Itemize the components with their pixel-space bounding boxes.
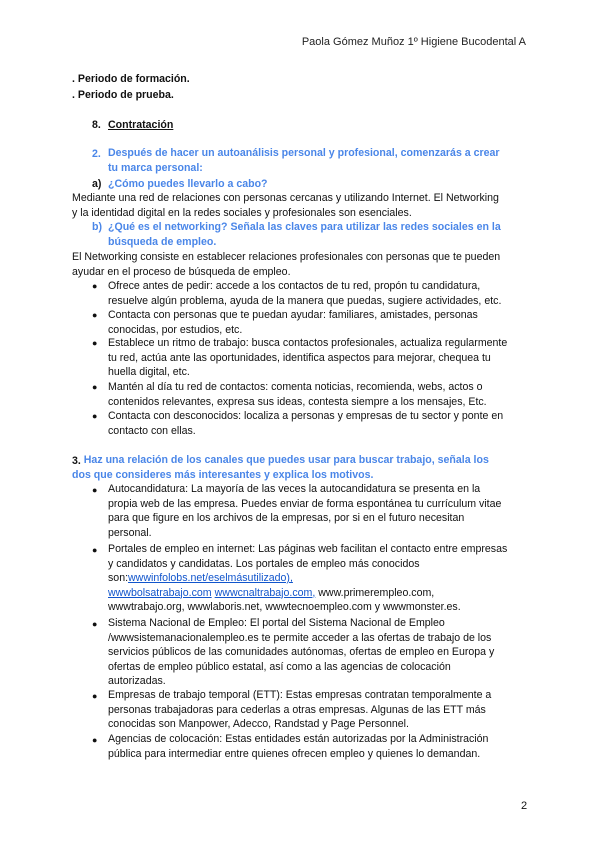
- bullet-line: y candidatos y candidatas. Los portales de empleo más conocidos: [108, 557, 420, 570]
- question-a-letter: a): [92, 178, 102, 190]
- networking-bullet-4: [108, 380, 487, 409]
- bullet-line: pública para intermediar entre quienes ofrecen empleo y quienes lo demandan.: [108, 747, 481, 760]
- bullet-line: contenidos relevantes, expresa sus ideas, contesta siempre a los mensajes, Etc.: [108, 395, 487, 408]
- bullet-line: Mantén al día tu red de contactos: comenta noticias, recomienda, webs, actos o: [108, 381, 483, 393]
- section-8-number: 8.: [92, 119, 101, 131]
- intro-item-1: . Periodo de formación.: [72, 73, 190, 85]
- bullet-dot: ●: [92, 338, 98, 348]
- bullet-line: wwwtrabajo.org, wwwlaboris.net, wwwtecnoempleo.com y wwwmonster.es.: [108, 601, 461, 614]
- channel-portales: [108, 542, 507, 615]
- question-3-line-text: Haz una relación de los canales que puedes usar para buscar trabajo, señala los: [83, 454, 489, 466]
- page-number: 2: [521, 800, 528, 812]
- bullet-line: Contacta con personas que te puedan ayudar: familiares, amistades, personas: [108, 309, 478, 321]
- question-a-text: ¿Cómo puedes llevarlo a cabo?: [108, 178, 268, 190]
- bullet-dot: ●: [92, 310, 98, 320]
- answer-a-line: y la identidad digital en la redes sociales y profesionales son esenciales.: [72, 206, 412, 219]
- bullet-line: [108, 571, 507, 586]
- portales-rest: www.primerempleo.com,: [315, 586, 435, 599]
- question-3-number: 3.: [72, 455, 81, 467]
- question-2-number: 2.: [92, 148, 101, 160]
- question-b-letter: b): [92, 221, 102, 233]
- bullet-line: servicios públicos de las comunidades autónomas, ofertas de empleo en Europa y: [108, 646, 495, 659]
- bullet-line: autorizadas.: [108, 675, 166, 688]
- question-3-line: [72, 453, 489, 468]
- answer-b-line: El Networking consiste en establecer relaciones profesionales con personas que te pueden: [72, 251, 501, 263]
- bullet-line: personas trabajadoras para cederlas a otras empresas. Algunas de las ETT más: [108, 703, 486, 716]
- portales-prefix: son:: [108, 572, 129, 585]
- bullet-line: contacto con ellas.: [108, 424, 196, 437]
- bullet-line: huella digital, etc.: [108, 366, 190, 379]
- channel-sistema-nacional: [108, 616, 494, 689]
- bullet-line: conocidas, por estudios, etc.: [108, 323, 243, 336]
- channel-ett: [108, 688, 491, 732]
- bullet-line: propia web de las empresa. Puedes enviar de forma espontánea tu currículum vitae: [108, 497, 502, 510]
- bullet-dot: ●: [92, 735, 98, 745]
- networking-bullet-1: [108, 279, 501, 308]
- bullet-line: personal.: [108, 526, 152, 539]
- bullet-line: Autocandidatura: La mayoría de las veces la autocandidatura se presenta en la: [108, 483, 481, 495]
- question-3-line: dos que consideres más interesantes y explica los motivos.: [72, 468, 374, 481]
- networking-bullet-3: [108, 336, 507, 380]
- portal-link-cnaltrabajo[interactable]: wwwcnaltrabajo.com,: [214, 586, 316, 599]
- question-b-line: búsqueda de empleo.: [108, 235, 217, 248]
- question-2-line: Después de hacer un autoanálisis personal y profesional, comenzarás a crear: [108, 147, 500, 159]
- bullet-line: [108, 586, 507, 601]
- section-8-title: Contratación: [108, 119, 174, 131]
- bullet-dot: ●: [92, 485, 98, 495]
- portal-link-infojobs[interactable]: wwwinfolobs.net/eselmásutilizado),: [128, 572, 293, 585]
- question-b-text: [108, 220, 501, 249]
- bullet-dot: ●: [92, 619, 98, 629]
- question-2-text: [108, 146, 500, 175]
- bullet-line: ofertas de empleo público estatal, así como a las agencias de colocación: [108, 660, 451, 673]
- question-b-line: ¿Qué es el networking? Señala las claves para utilizar las redes sociales en la: [108, 221, 501, 233]
- question-3-text: [72, 453, 489, 482]
- bullet-line: resuelve algún problema, ayuda de la manera que puedas, sugiere actividades, etc.: [108, 294, 502, 307]
- answer-a-line: Mediante una red de relaciones con personas cercanas y utilizando Internet. El Networking: [72, 192, 499, 204]
- bullet-line: /wwwsistemanacionalempleo.es te permite acceder a las ofertas de trabajo de los: [108, 631, 492, 644]
- bullet-dot: ●: [92, 411, 98, 421]
- bullet-line: Contacta con desconocidos: localiza a personas y empresas de tu sector y ponte en: [108, 410, 504, 422]
- bullet-line: para que figure en los archivos de la empresas, por si en el futuro necesitan: [108, 512, 465, 525]
- question-2-line: tu marca personal:: [108, 161, 203, 174]
- answer-a: [72, 191, 499, 220]
- channel-agencias: [108, 732, 488, 761]
- bullet-line: conocidas son Manpower, Adecco, Randstad y Page Personnel.: [108, 718, 409, 731]
- bullet-line: tu red, actúa ante las oportunidades, identifica aspectos para mejorar, chequea tu: [108, 351, 491, 364]
- bullet-dot: ●: [92, 281, 98, 291]
- bullet-line: Establece un ritmo de trabajo: busca contactos profesionales, actualiza regularmente: [108, 337, 508, 349]
- channel-autocandidatura: [108, 482, 501, 540]
- bullet-line: Agencias de colocación: Estas entidades están autorizadas por la Administración: [108, 733, 489, 745]
- bullet-dot: ●: [92, 545, 98, 555]
- bullet-line: Empresas de trabajo temporal (ETT): Estas empresas contratan temporalmente a: [108, 689, 492, 701]
- bullet-dot: ●: [92, 382, 98, 392]
- bullet-line: Portales de empleo en internet: Las páginas web facilitan el contacto entre empresas: [108, 543, 508, 555]
- page-header-author: Paola Gómez Muñoz 1º Higiene Bucodental A: [301, 36, 526, 48]
- portal-link-bolsatrabajo[interactable]: wwwbolsatrabajo.com: [108, 586, 212, 599]
- answer-b: [72, 250, 500, 279]
- networking-bullet-2: [108, 308, 478, 337]
- answer-b-line: ayudar en el proceso de búsqueda de empleo.: [72, 265, 291, 278]
- bullet-line: Sistema Nacional de Empleo: El portal del Sistema Nacional de Empleo: [108, 617, 445, 629]
- bullet-dot: ●: [92, 691, 98, 701]
- networking-bullet-5: [108, 409, 503, 438]
- bullet-line: Ofrece antes de pedir: accede a los contactos de tu red, propón tu candidatura,: [108, 280, 481, 292]
- intro-item-2: . Periodo de prueba.: [72, 89, 174, 101]
